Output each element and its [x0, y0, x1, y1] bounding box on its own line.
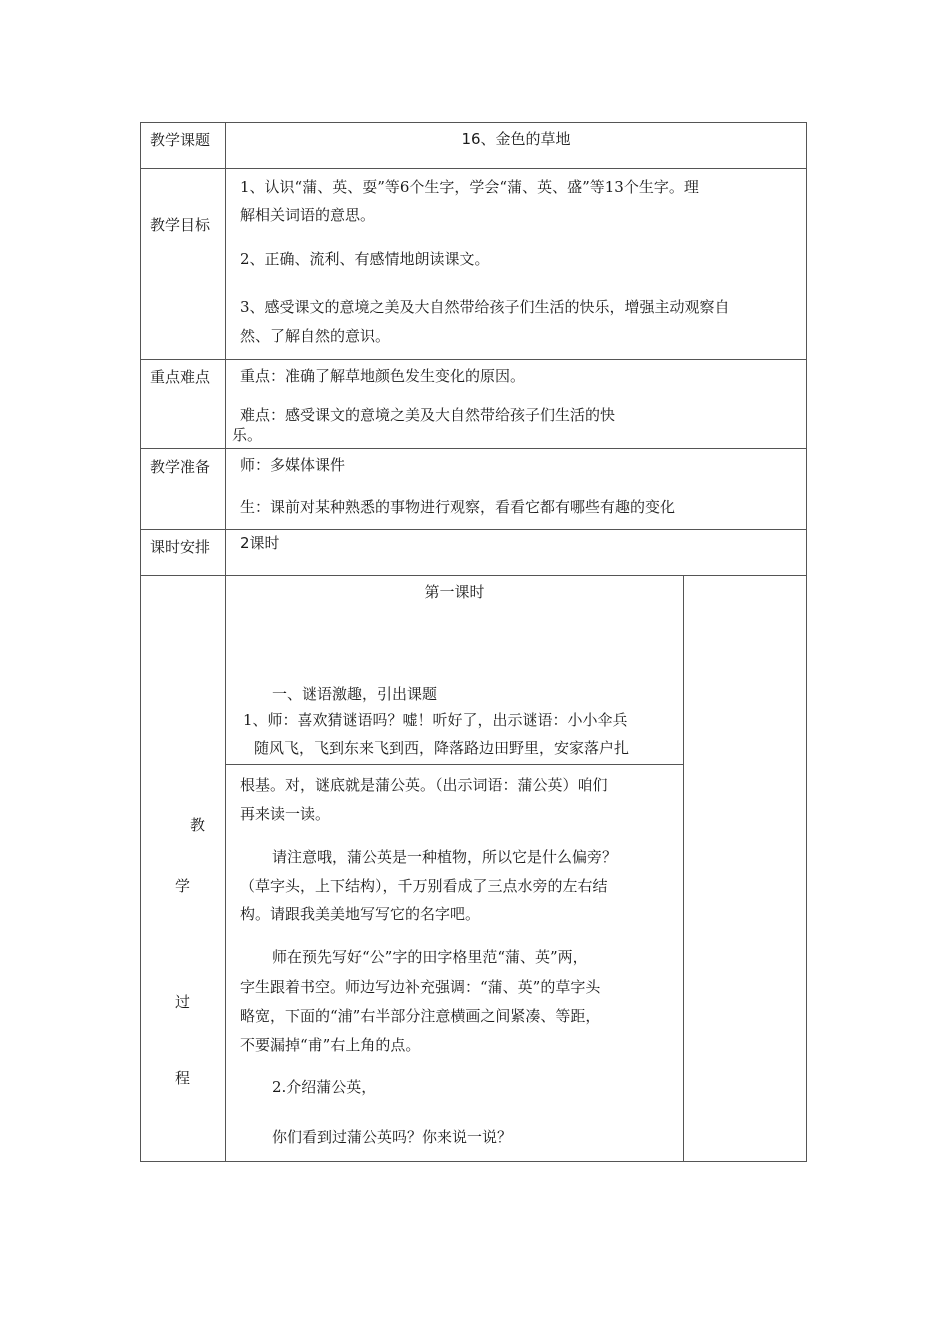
process-para-1-line-4: 再来读一读。 — [240, 805, 331, 823]
label-process-char-2: 学 — [175, 877, 191, 895]
process-para-1-line-2: 随风飞，飞到东来飞到西，降落路边田野里，安家落户扎 — [254, 739, 630, 757]
row-divider-prep — [140, 529, 807, 530]
goal-3-line-1: 3、感受课文的意境之美及大自然带给孩子们生活的快乐，增强主动观察自 — [240, 298, 730, 316]
label-prep: 教学准备 — [150, 458, 211, 476]
row-divider-keypoints — [140, 448, 807, 449]
table-border-top — [140, 122, 807, 123]
lesson-title: 第一课时 — [424, 583, 485, 601]
process-para-2-line-2: （草字头，上下结构），千万别看成了三点水旁的左右结 — [240, 877, 608, 895]
process-inner-divider — [225, 764, 684, 765]
prep-student: 生：课前对某种熟悉的事物进行观察，看看它都有哪些有趣的变化 — [240, 498, 676, 516]
label-topic: 教学课题 — [150, 131, 211, 149]
difficult-point-line-1: 难点：感受课文的意境之美及大自然带给孩子们生活的快 — [240, 406, 616, 424]
section-1-heading: 一、谜语激趣，引出课题 — [272, 685, 438, 703]
process-para-2-line-3: 构。请跟我美美地写写它的名字吧。 — [240, 905, 481, 923]
table-border-bottom — [140, 1161, 807, 1162]
table-border-left — [140, 122, 141, 1162]
process-para-3-line-3: 略宽，下面的“浦”右半部分注意横画之间紧凑、等距， — [240, 1007, 601, 1025]
label-schedule: 课时安排 — [150, 538, 211, 556]
label-process-char-1: 教 — [190, 816, 206, 834]
row-divider-schedule — [140, 575, 807, 576]
table-border-right — [806, 122, 807, 1162]
prep-teacher: 师：多媒体课件 — [240, 456, 346, 474]
key-point: 重点：准确了解草地颜色发生变化的原因。 — [240, 367, 526, 385]
difficult-point-line-2: 乐。 — [232, 426, 263, 444]
goal-3-line-2: 然、了解自然的意识。 — [240, 327, 391, 345]
process-para-1-line-3: 根基。对，谜底就是蒲公英。（出示词语：蒲公英）咱们 — [240, 776, 608, 794]
label-goals: 教学目标 — [150, 216, 211, 234]
process-para-3-line-2: 字生跟着书空。师边写边补充强调：“蒲、英”的草字头 — [240, 978, 601, 996]
process-para-2-line-1: 请注意哦，蒲公英是一种植物，所以它是什么偏旁？ — [272, 848, 618, 866]
row-divider-topic — [140, 168, 807, 169]
goal-1-line-1: 1、认识“蒲、英、耍”等6个生字，学会“蒲、英、盛”等13个生字。理 — [240, 178, 699, 196]
goal-2: 2、正确、流利、有感情地朗读课文。 — [240, 250, 490, 268]
notes-column-divider — [683, 575, 684, 1162]
section-2-heading: 2.介绍蒲公英， — [272, 1078, 377, 1096]
process-para-3-line-4: 不要漏掉“甫”右上角的点。 — [240, 1036, 421, 1054]
row-divider-goals — [140, 359, 807, 360]
label-process-char-3: 过 — [175, 993, 191, 1011]
topic-value: 16、金色的草地 — [461, 130, 571, 148]
goal-1-line-2: 解相关词语的意思。 — [240, 206, 376, 224]
process-question: 你们看到过蒲公英吗？你来说一说？ — [272, 1128, 513, 1146]
process-para-3-line-1: 师在预先写好“公”字的田字格里范“蒲、英”两， — [272, 948, 588, 966]
label-column-divider — [225, 122, 226, 1162]
label-keypoints: 重点难点 — [150, 368, 211, 386]
label-process-char-4: 程 — [175, 1069, 191, 1087]
schedule-value: 2课时 — [240, 534, 280, 552]
process-para-1-line-1: 1、师：喜欢猜谜语吗？嘘！听好了，出示谜语：小小伞兵 — [243, 711, 628, 729]
